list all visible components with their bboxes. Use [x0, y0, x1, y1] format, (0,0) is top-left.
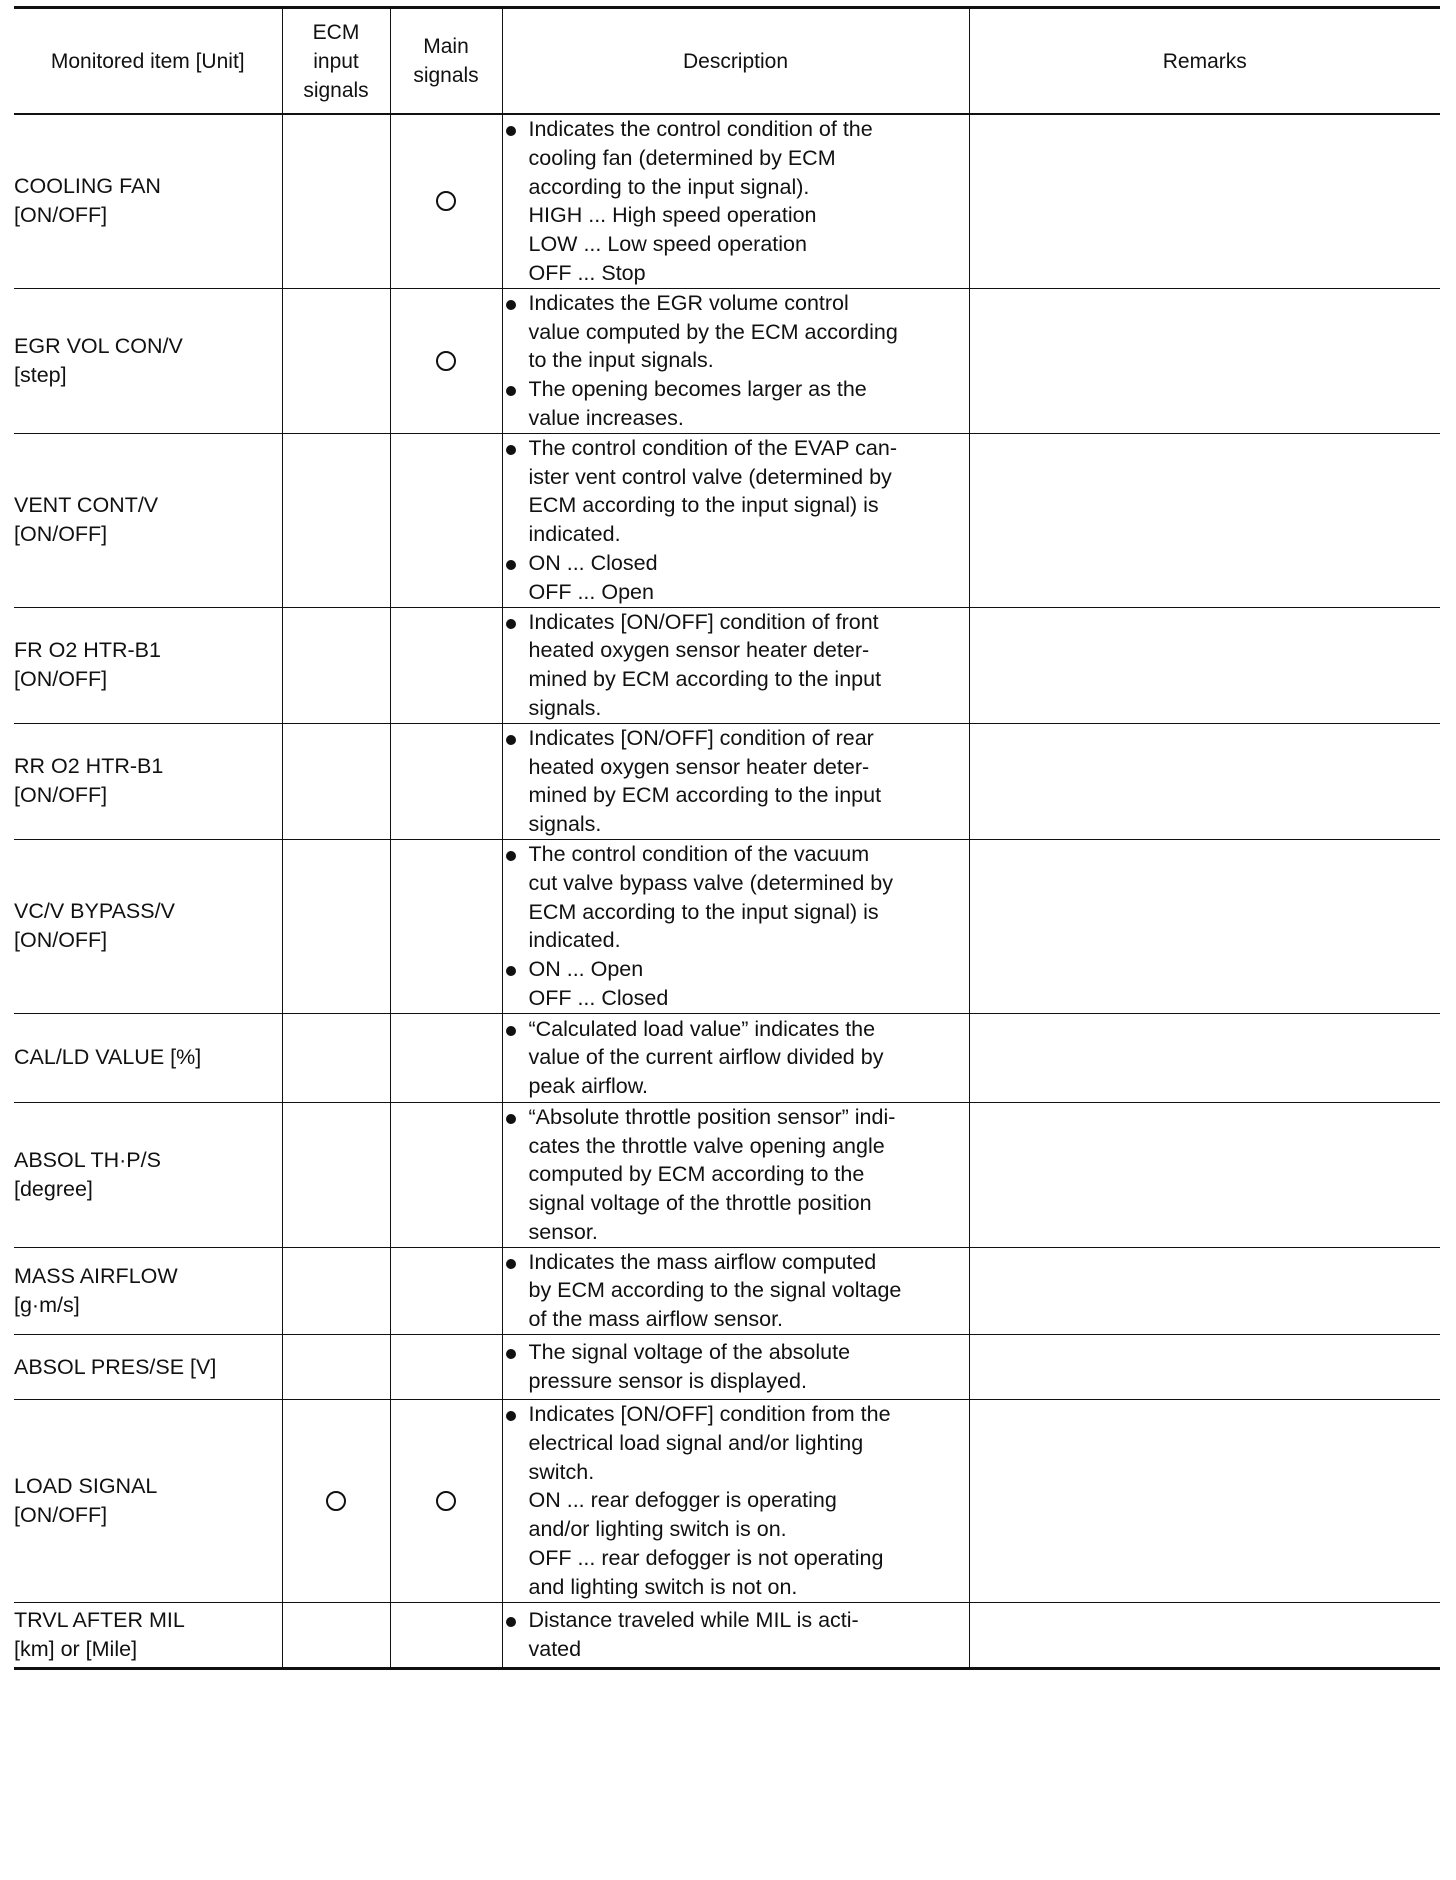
monitored-item-cell — [14, 1247, 282, 1334]
description-line: value computed by the ECM according — [528, 319, 898, 344]
monitored-item-text: [ON/OFF] — [14, 667, 108, 692]
description-line: according to the input signal). — [528, 174, 810, 199]
circle-mark-icon — [436, 191, 456, 211]
description-line: The opening becomes larger as the — [528, 377, 867, 402]
description-line: of the mass airflow sensor. — [528, 1307, 784, 1332]
description-bullet — [503, 434, 969, 549]
table-row — [14, 1335, 1440, 1400]
monitored-item-text: ABSOL TH·P/S — [14, 1147, 161, 1172]
description-line: indicated. — [528, 928, 621, 953]
description-line: computed by ECM according to the — [528, 1162, 865, 1187]
description-bullet — [503, 1015, 969, 1101]
description-line: “Absolute throttle position sensor” indi- — [528, 1104, 896, 1129]
monitored-item-cell — [14, 114, 282, 288]
header-ecm-input-signals — [282, 8, 390, 115]
description-cell — [502, 114, 969, 288]
circle-mark-icon — [436, 1491, 456, 1511]
description-bullet-list — [503, 1400, 969, 1602]
monitored-item-text: ABSOL PRES/SE [V] — [14, 1354, 217, 1379]
description-bullet — [503, 1103, 969, 1247]
table-body — [14, 114, 1440, 1668]
remarks-cell — [969, 1335, 1440, 1400]
description-bullet-list — [503, 608, 969, 723]
description-bullet — [503, 375, 969, 433]
description-cell — [502, 1013, 969, 1102]
table-row — [14, 433, 1440, 607]
description-line: ECM according to the input signal) is — [528, 493, 879, 518]
monitored-items-table — [14, 6, 1440, 1670]
table-header-row — [14, 8, 1440, 115]
description-line: and lighting switch is not on. — [528, 1574, 798, 1599]
main-signal-cell — [390, 1335, 502, 1400]
description-line: value increases. — [528, 405, 684, 430]
description-line: Indicates [ON/OFF] condition of front — [528, 609, 879, 634]
description-cell — [502, 607, 969, 723]
description-line: LOW ... Low speed operation — [528, 232, 807, 257]
description-line: electrical load signal and/or lighting — [528, 1430, 864, 1455]
ecm-input-cell — [282, 1013, 390, 1102]
description-line: vated — [528, 1636, 582, 1661]
description-line: ON ... Closed — [528, 550, 658, 575]
description-bullet-list — [503, 1103, 969, 1247]
description-line: ECM according to the input signal) is — [528, 899, 879, 924]
description-bullet-list — [503, 1606, 969, 1664]
header-ecm-line: ECM — [312, 20, 360, 44]
monitored-item-cell — [14, 1335, 282, 1400]
monitored-item-text: VC/V BYPASS/V — [14, 899, 175, 924]
remarks-cell — [969, 723, 1440, 839]
monitored-item-cell — [14, 607, 282, 723]
monitored-item-cell — [14, 723, 282, 839]
remarks-cell — [969, 1400, 1440, 1603]
remarks-cell — [969, 1013, 1440, 1102]
ecm-input-cell — [282, 288, 390, 433]
description-line: “Calculated load value” indicates the — [528, 1016, 876, 1041]
remarks-cell — [969, 1247, 1440, 1334]
description-line: sensor. — [528, 1219, 598, 1244]
circle-mark-icon — [436, 351, 456, 371]
description-line: The control condition of the vacuum — [528, 841, 870, 866]
description-bullet — [503, 115, 969, 288]
description-line: The signal voltage of the absolute — [528, 1340, 851, 1365]
monitored-item-text: [ON/OFF] — [14, 783, 108, 808]
description-line: cut valve bypass valve (determined by — [528, 870, 893, 895]
main-signal-cell — [390, 1102, 502, 1247]
monitored-item-text: [degree] — [14, 1176, 93, 1201]
description-bullet — [503, 1606, 969, 1664]
description-line: signals. — [528, 695, 602, 720]
description-line: The control condition of the EVAP can- — [528, 435, 898, 460]
monitored-item-text: EGR VOL CON/V — [14, 333, 183, 358]
description-line: and/or lighting switch is on. — [528, 1517, 787, 1542]
description-line: ON ... rear defogger is operating — [528, 1488, 837, 1513]
header-ecm-line: input — [313, 49, 359, 73]
table-row — [14, 288, 1440, 433]
main-signal-cell — [390, 723, 502, 839]
description-line: Indicates the EGR volume control — [528, 290, 849, 315]
main-signal-cell — [390, 114, 502, 288]
ecm-input-cell — [282, 433, 390, 607]
remarks-cell — [969, 288, 1440, 433]
description-line: value of the current airflow divided by — [528, 1045, 884, 1070]
description-line: OFF ... Open — [528, 579, 654, 604]
ecm-input-cell — [282, 1102, 390, 1247]
description-cell — [502, 1335, 969, 1400]
monitored-item-text: [step] — [14, 362, 67, 387]
table-row — [14, 1602, 1440, 1668]
circle-mark-icon — [326, 1491, 346, 1511]
description-line: ister vent control valve (determined by — [528, 464, 892, 489]
monitored-item-text: COOLING FAN — [14, 174, 161, 199]
main-signal-cell — [390, 839, 502, 1013]
monitored-item-text: [ON/OFF] — [14, 522, 108, 547]
main-signal-cell — [390, 433, 502, 607]
remarks-cell — [969, 1602, 1440, 1668]
description-bullet — [503, 289, 969, 375]
description-line: to the input signals. — [528, 348, 714, 373]
main-signal-cell — [390, 607, 502, 723]
header-description: Description — [502, 8, 969, 115]
ecm-input-cell — [282, 607, 390, 723]
header-monitored-item: Monitored item [Unit] — [14, 8, 282, 115]
description-bullet — [503, 1400, 969, 1602]
monitored-item-text: CAL/LD VALUE [%] — [14, 1045, 202, 1070]
monitored-item-cell — [14, 1400, 282, 1603]
ecm-input-cell — [282, 1400, 390, 1603]
description-bullet — [503, 1248, 969, 1334]
monitored-item-text: RR O2 HTR-B1 — [14, 754, 164, 779]
description-line: pressure sensor is displayed. — [528, 1369, 807, 1394]
description-line: peak airflow. — [528, 1074, 649, 1099]
monitored-item-cell — [14, 1602, 282, 1668]
main-signal-cell — [390, 288, 502, 433]
table-row — [14, 607, 1440, 723]
description-cell — [502, 1602, 969, 1668]
monitored-item-text: [ON/OFF] — [14, 1502, 108, 1527]
monitored-item-text: [ON/OFF] — [14, 203, 108, 228]
description-bullet — [503, 840, 969, 955]
description-bullet — [503, 608, 969, 723]
remarks-cell — [969, 839, 1440, 1013]
description-bullet-list — [503, 840, 969, 1013]
header-main-signals — [390, 8, 502, 115]
ecm-input-cell — [282, 1247, 390, 1334]
description-cell — [502, 288, 969, 433]
description-line: cates the throttle valve opening angle — [528, 1133, 885, 1158]
monitored-item-text: [km] or [Mile] — [14, 1636, 138, 1661]
remarks-cell — [969, 607, 1440, 723]
description-line: Indicates [ON/OFF] condition of rear — [528, 725, 874, 750]
description-line: signal voltage of the throttle position — [528, 1191, 872, 1216]
monitored-item-cell — [14, 1102, 282, 1247]
description-line: by ECM according to the signal voltage — [528, 1278, 902, 1303]
monitored-item-text: LOAD SIGNAL — [14, 1473, 158, 1498]
table-row — [14, 1013, 1440, 1102]
description-bullet-list — [503, 1338, 969, 1396]
description-line: Indicates the mass airflow computed — [528, 1249, 877, 1274]
description-line: ON ... Open — [528, 957, 644, 982]
main-signal-cell — [390, 1013, 502, 1102]
description-cell — [502, 723, 969, 839]
description-line: signals. — [528, 812, 602, 837]
ecm-input-cell — [282, 723, 390, 839]
description-line: mined by ECM according to the input — [528, 667, 882, 692]
table-row — [14, 839, 1440, 1013]
monitored-item-cell — [14, 1013, 282, 1102]
description-line: OFF ... Closed — [528, 985, 669, 1010]
ecm-input-cell — [282, 839, 390, 1013]
description-bullet-list — [503, 724, 969, 839]
remarks-cell — [969, 114, 1440, 288]
description-line: mined by ECM according to the input — [528, 783, 882, 808]
ecm-input-cell — [282, 1335, 390, 1400]
monitored-item-text: VENT CONT/V — [14, 493, 159, 518]
table-row — [14, 1102, 1440, 1247]
description-bullet — [503, 955, 969, 1013]
ecm-input-cell — [282, 114, 390, 288]
description-bullet-list — [503, 115, 969, 288]
description-cell — [502, 1102, 969, 1247]
header-main-line: signals — [413, 64, 479, 87]
description-cell — [502, 1247, 969, 1334]
description-bullet-list — [503, 289, 969, 433]
description-line: switch. — [528, 1459, 595, 1484]
header-main-line: Main — [423, 35, 469, 58]
monitored-item-text: FR O2 HTR-B1 — [14, 638, 161, 663]
table-row — [14, 723, 1440, 839]
remarks-cell — [969, 1102, 1440, 1247]
monitored-item-text: [ON/OFF] — [14, 928, 108, 953]
main-signal-cell — [390, 1247, 502, 1334]
description-bullet-list — [503, 434, 969, 607]
description-line: Indicates the control condition of the — [528, 117, 873, 141]
description-bullet — [503, 549, 969, 607]
description-line: Distance traveled while MIL is acti- — [528, 1607, 859, 1632]
document-page — [14, 6, 1440, 1670]
monitored-item-cell — [14, 433, 282, 607]
description-line: indicated. — [528, 522, 621, 547]
description-line: heated oxygen sensor heater deter- — [528, 754, 870, 779]
description-bullet — [503, 1338, 969, 1396]
header-ecm-line: signals — [303, 78, 369, 102]
description-line: cooling fan (determined by ECM — [528, 145, 836, 170]
description-bullet-list — [503, 1015, 969, 1101]
main-signal-cell — [390, 1400, 502, 1603]
description-cell — [502, 433, 969, 607]
monitored-item-cell — [14, 839, 282, 1013]
description-bullet — [503, 724, 969, 839]
description-line: OFF ... Stop — [528, 260, 646, 285]
main-signal-cell — [390, 1602, 502, 1668]
description-line: heated oxygen sensor heater deter- — [528, 638, 870, 663]
description-cell — [502, 839, 969, 1013]
table-row — [14, 114, 1440, 288]
ecm-input-cell — [282, 1602, 390, 1668]
description-line: HIGH ... High speed operation — [528, 203, 817, 228]
monitored-item-text: TRVL AFTER MIL — [14, 1607, 185, 1632]
description-line: Indicates [ON/OFF] condition from the — [528, 1402, 891, 1427]
description-cell — [502, 1400, 969, 1603]
remarks-cell — [969, 433, 1440, 607]
header-remarks: Remarks — [969, 8, 1440, 115]
table-row — [14, 1247, 1440, 1334]
monitored-item-text: MASS AIRFLOW — [14, 1263, 178, 1288]
description-bullet-list — [503, 1248, 969, 1334]
table-row — [14, 1400, 1440, 1603]
monitored-item-cell — [14, 288, 282, 433]
description-line: OFF ... rear defogger is not operating — [528, 1546, 884, 1571]
monitored-item-text: [g·m/s] — [14, 1292, 80, 1317]
